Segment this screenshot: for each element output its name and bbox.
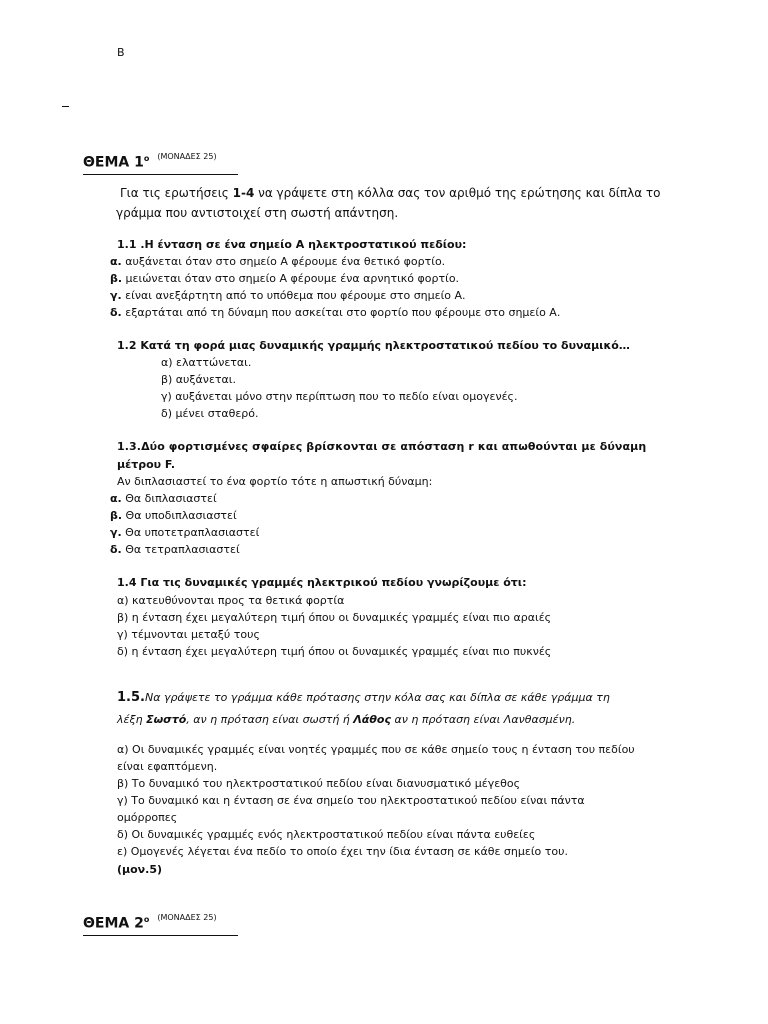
option-letter: δ. [110, 306, 122, 319]
option-letter: δ. [110, 543, 122, 556]
statement-line: α) Οι δυναμικές γραμμές είναι νοητές γραμμές που σε κάθε σημείο τους η ένταση του πεδίου [117, 743, 635, 756]
theme-2-marks: (ΜΟΝΑΔΕΣ 25) [157, 912, 217, 922]
question-1-3-title-line-2: μέτρου F. [117, 458, 176, 471]
intro-wrong-word: Λάθος [353, 713, 391, 726]
theme-2-title: ΘΕΜΑ 2 [83, 915, 144, 932]
question-1-2-option: γ) αυξάνεται μόνο στην περίπτωση που το πεδίο είναι ομογενές. [161, 390, 518, 403]
option-letter: γ. [110, 526, 122, 539]
option-letter: β. [110, 509, 123, 522]
question-1-4-option: γ) τέμνονται μεταξύ τους [117, 628, 260, 641]
theme-2-heading [83, 911, 238, 936]
question-1-2-option: β) αυξάνεται. [161, 373, 236, 386]
question-1-3-option [110, 524, 259, 541]
option-letter: γ. [110, 289, 122, 302]
theme-1-ordinal: ο [143, 154, 150, 163]
statement-line: γ) Το δυναμικό και η ένταση σε ένα σημείο του ηλεκτροστατικού πεδίου είναι πάντα [117, 794, 585, 807]
question-1-1-option [110, 304, 560, 321]
statement-line: είναι εφαπτόμενη. [117, 760, 218, 773]
theme-1-title: ΘΕΜΑ 1 [83, 154, 144, 171]
question-1-5-intro-text: Να γράψετε το γράμμα κάθε πρότασης στην κόλα σας και δίπλα σε κάθε γράμμα τη [144, 691, 610, 704]
intro-text: λέξη [117, 713, 147, 726]
option-text: αυξάνεται όταν στο σημείο Α φέρουμε ένα θετικό φορτίο. [121, 255, 446, 268]
instructions-range: 1-4 [232, 186, 255, 200]
option-text: Θα υποδιπλασιαστεί [122, 509, 237, 522]
intro-correct-word: Σωστό [146, 713, 187, 726]
option-text: Θα τετραπλασιαστεί [121, 543, 240, 556]
question-1-4-option: β) η ένταση έχει μεγαλύτερη τιμή όπου οι δυναμικές γραμμές είναι πιο αραιές [117, 611, 552, 624]
instructions-text: να γράψετε στη κόλλα σας τον αριθμό της ερώτησης και δίπλα το [254, 186, 661, 200]
option-text: Θα διπλασιαστεί [121, 492, 217, 505]
header-letter: Β [117, 46, 125, 59]
intro-text: , αν η πρόταση είναι σωστή ή [186, 713, 354, 726]
question-1-3-option [110, 541, 240, 558]
statement-line: ομόρροπες [117, 811, 178, 824]
question-1-4-option: α) κατευθύνονται προς τα θετικά φορτία [117, 594, 345, 607]
question-1-3-stem: Αν διπλασιαστεί το ένα φορτίο τότε η απωστική δύναμη: [117, 475, 433, 488]
theme-2-ordinal: ο [143, 915, 150, 924]
option-letter: β. [110, 272, 123, 285]
option-letter: α. [110, 255, 122, 268]
instructions-line-2: γράμμα που αντιστοιχεί στη σωστή απάντηση. [116, 206, 399, 220]
question-1-3-title-line-1: 1.3.Δύο φορτισμένες σφαίρες βρίσκονται σε απόσταση r και απωθούνται με δύναμη [117, 440, 647, 453]
question-1-1-option [110, 270, 459, 287]
option-text: είναι ανεξάρτητη από το υπόθεμα που φέρουμε στο σημείο Α. [121, 289, 466, 302]
statement-line: β) Το δυναμικό του ηλεκτροστατικού πεδίου είναι διανυσματικό μέγεθος [117, 777, 521, 790]
instructions-line-1 [120, 185, 660, 202]
question-1-5-marks: (μον.5) [117, 863, 163, 876]
question-1-4-title: 1.4 Για τις δυναμικές γραμμές ηλεκτρικού πεδίου γνωρίζουμε ότι: [117, 576, 527, 589]
statement-line: δ) Οι δυναμικές γραμμές ενός ηλεκτροστατικού πεδίου είναι πάντα ευθείες [117, 828, 536, 841]
question-1-1-option [110, 287, 466, 304]
question-1-5-intro-line-1 [117, 689, 610, 706]
question-1-5-intro-line-2 [117, 711, 575, 728]
question-1-1-option [110, 253, 445, 270]
statement-line: ε) Ομογενές λέγεται ένα πεδίο το οποίο έχει την ίδια ένταση σε κάθε σημείο του. [117, 845, 568, 858]
option-text: μειώνεται όταν στο σημείο Α φέρουμε ένα αρνητικό φορτίο. [122, 272, 460, 285]
dash-mark [62, 106, 69, 107]
question-1-3-option [110, 490, 217, 507]
option-text: Θα υποτετραπλασιαστεί [121, 526, 260, 539]
question-1-2-option: α) ελαττώνεται. [161, 356, 252, 369]
theme-1-heading [83, 150, 238, 175]
instructions-text: Για τις ερωτήσεις [120, 186, 233, 200]
question-1-2-title: 1.2 Κατά τη φορά μιας δυναμικής γραμμής ηλεκτροστατικού πεδίου το δυναμικό… [117, 339, 630, 352]
option-letter: α. [110, 492, 122, 505]
intro-text: αν η πρόταση είναι Λανθασμένη. [391, 713, 576, 726]
question-1-5-number: 1.5. [117, 690, 145, 705]
question-1-2-option: δ) μένει σταθερό. [161, 407, 259, 420]
question-1-3-option [110, 507, 237, 524]
question-1-4-option: δ) η ένταση έχει μεγαλύτερη τιμή όπου οι δυναμικές γραμμές είναι πιο πυκνές [117, 645, 552, 658]
option-text: εξαρτάται από τη δύναμη που ασκείται στο φορτίο που φέρουμε στο σημείο Α. [121, 306, 561, 319]
question-1-1-title: 1.1 .Η ένταση σε ένα σημείο Α ηλεκτροστατικού πεδίου: [117, 238, 467, 251]
theme-1-marks: (ΜΟΝΑΔΕΣ 25) [157, 151, 217, 161]
